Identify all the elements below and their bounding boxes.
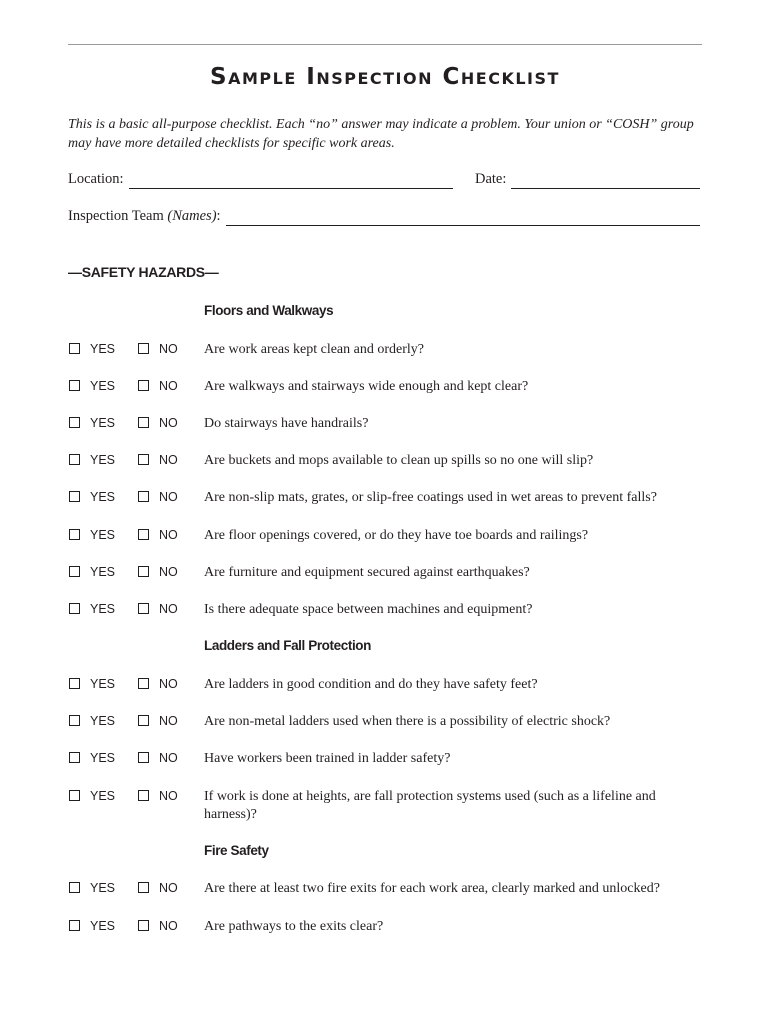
question-text: Is there adequate space between machines and equipment?: [204, 602, 533, 617]
no-label: NO: [159, 751, 178, 765]
yes-label: YES: [90, 714, 116, 728]
no-label: NO: [159, 919, 178, 933]
question-text: Have workers been trained in ladder safety?: [204, 751, 451, 766]
location-field[interactable]: [129, 188, 453, 189]
no-label: NO: [159, 789, 178, 803]
intro-text: This is a basic all-purpose checklist. Each “no” answer may indicate a problem. Your union or “COSH” group may have more detailed checklists for specific work areas.: [68, 117, 694, 151]
no-label: NO: [159, 565, 178, 579]
group-heading: Fire Safety: [204, 843, 269, 858]
location-label: Location:: [68, 171, 124, 187]
yes-label: YES: [90, 490, 116, 504]
question-text: Are non-metal ladders used when there is a possibility of electric shock?: [204, 714, 611, 729]
date-label: Date:: [475, 171, 507, 187]
no-checkbox[interactable]: [138, 454, 149, 465]
yes-label: YES: [90, 789, 116, 803]
yes-label: YES: [90, 677, 116, 691]
yes-checkbox[interactable]: [69, 603, 80, 614]
yes-label: YES: [90, 416, 116, 430]
no-label: NO: [159, 453, 178, 467]
yes-checkbox[interactable]: [69, 417, 80, 428]
question-text: Are floor openings covered, or do they have toe boards and railings?: [204, 528, 589, 543]
no-label: NO: [159, 342, 178, 356]
location-date-row: [68, 171, 702, 191]
question-text: Are work areas kept clean and orderly?: [204, 342, 425, 357]
yes-checkbox[interactable]: [69, 380, 80, 391]
no-label: NO: [159, 416, 178, 430]
no-checkbox[interactable]: [138, 417, 149, 428]
yes-label: YES: [90, 342, 116, 356]
no-label: NO: [159, 714, 178, 728]
group-heading: Floors and Walkways: [204, 303, 334, 318]
yes-checkbox[interactable]: [69, 491, 80, 502]
no-checkbox[interactable]: [138, 920, 149, 931]
yes-label: YES: [90, 379, 116, 393]
no-checkbox[interactable]: [138, 380, 149, 391]
yes-checkbox[interactable]: [69, 790, 80, 801]
no-checkbox[interactable]: [138, 752, 149, 763]
yes-label: YES: [90, 881, 116, 895]
yes-label: YES: [90, 602, 116, 616]
no-label: NO: [159, 379, 178, 393]
no-checkbox[interactable]: [138, 715, 149, 726]
yes-checkbox[interactable]: [69, 454, 80, 465]
top-divider: [68, 44, 702, 45]
team-names-field[interactable]: [226, 225, 700, 226]
yes-checkbox[interactable]: [69, 678, 80, 689]
yes-label: YES: [90, 751, 116, 765]
no-label: NO: [159, 528, 178, 542]
no-checkbox[interactable]: [138, 678, 149, 689]
yes-checkbox[interactable]: [69, 882, 80, 893]
section-heading-safety-hazards: —SAFETY HAZARDS—: [68, 264, 219, 280]
no-checkbox[interactable]: [138, 343, 149, 354]
no-checkbox[interactable]: [138, 882, 149, 893]
team-label: Inspection Team (Names):: [68, 208, 221, 224]
question-text: Are pathways to the exits clear?: [204, 919, 384, 934]
yes-checkbox[interactable]: [69, 343, 80, 354]
question-text: If work is done at heights, are fall protection systems used (such as a lifeline and harness)?: [204, 789, 656, 822]
no-label: NO: [159, 490, 178, 504]
team-hint: (Names): [167, 208, 217, 224]
no-label: NO: [159, 677, 178, 691]
yes-label: YES: [90, 565, 116, 579]
no-checkbox[interactable]: [138, 566, 149, 577]
no-checkbox[interactable]: [138, 529, 149, 540]
group-heading: Ladders and Fall Protection: [204, 638, 371, 653]
question-text: Are non-slip mats, grates, or slip-free coatings used in wet areas to prevent falls?: [204, 490, 657, 505]
question-text: Are ladders in good condition and do they have safety feet?: [204, 677, 538, 692]
inspection-team-row: [68, 208, 702, 228]
question-text: Are furniture and equipment secured against earthquakes?: [204, 565, 530, 580]
yes-label: YES: [90, 453, 116, 467]
question-text: Are walkways and stairways wide enough and kept clear?: [204, 379, 529, 394]
question-text: Are there at least two fire exits for each work area, clearly marked and unlocked?: [204, 881, 660, 896]
no-checkbox[interactable]: [138, 491, 149, 502]
yes-checkbox[interactable]: [69, 752, 80, 763]
yes-checkbox[interactable]: [69, 920, 80, 931]
yes-label: YES: [90, 919, 116, 933]
yes-label: YES: [90, 528, 116, 542]
date-field[interactable]: [511, 188, 700, 189]
yes-checkbox[interactable]: [69, 529, 80, 540]
yes-checkbox[interactable]: [69, 715, 80, 726]
question-text: Do stairways have handrails?: [204, 416, 369, 431]
question-text: Are buckets and mops available to clean up spills so no one will slip?: [204, 453, 594, 468]
page-title: Sample Inspection Checklist: [210, 64, 560, 90]
yes-checkbox[interactable]: [69, 566, 80, 577]
no-label: NO: [159, 881, 178, 895]
no-checkbox[interactable]: [138, 603, 149, 614]
no-label: NO: [159, 602, 178, 616]
no-checkbox[interactable]: [138, 790, 149, 801]
